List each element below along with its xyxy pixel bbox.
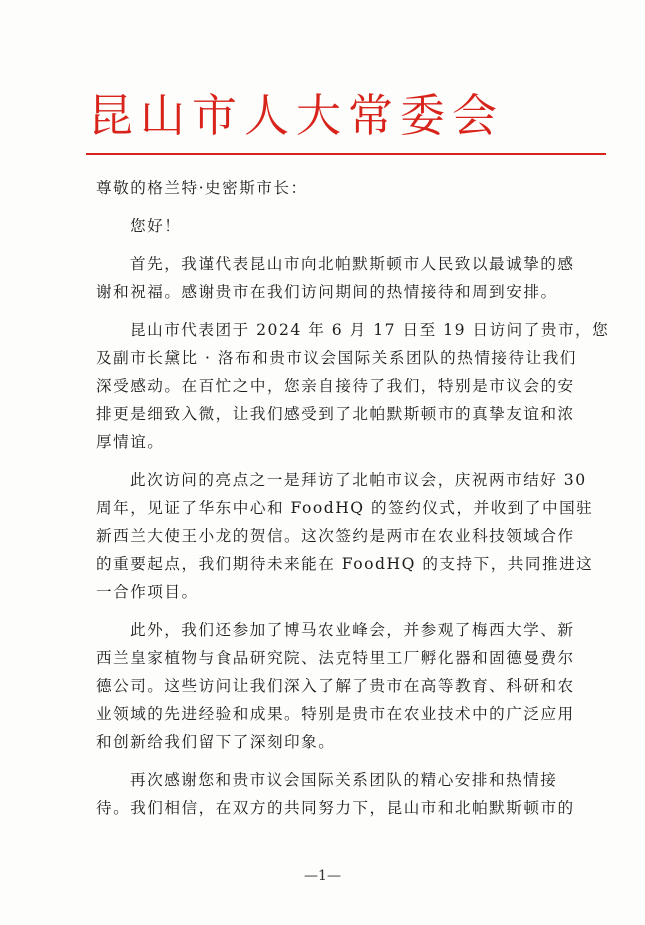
page-number: —1— bbox=[304, 868, 341, 884]
paragraph-line: 一合作项目。 bbox=[96, 583, 199, 601]
paragraph-line: 西兰皇家植物与食品研究院、法克特里工厂孵化器和固德曼费尔 bbox=[96, 649, 575, 667]
paragraph bbox=[96, 316, 610, 456]
paragraph-line: 此次访问的亮点之一是拜访了北帕市议会，庆祝两市结好 30 bbox=[130, 471, 587, 489]
paragraph-line: 排更是细致入微，让我们感受到了北帕默斯顿市的真挚友谊和浓 bbox=[96, 405, 575, 423]
paragraph-line: 业领域的先进经验和成果。特别是贵市在农业技术中的广泛应用 bbox=[96, 705, 575, 723]
letterhead-rule bbox=[86, 153, 606, 155]
paragraph bbox=[96, 766, 600, 822]
paragraph-line: 及副市长黛比 · 洛布和贵市议会国际关系团队的热情接待让我们 bbox=[96, 349, 577, 367]
paragraph-line: 首先，我谨代表昆山市向北帕默斯顿市人民致以最诚挚的感 bbox=[130, 255, 575, 273]
paragraph bbox=[96, 616, 600, 756]
paragraph-line: 和创新给我们留下了深刻印象。 bbox=[96, 733, 336, 751]
paragraph-line: 深受感动。在百忙之中，您亲自接待了我们，特别是市议会的安 bbox=[96, 377, 575, 395]
letter-body bbox=[96, 174, 610, 822]
paragraph bbox=[96, 466, 600, 606]
paragraph-line: 的重要起点，我们期待未来能在 FoodHQ 的支持下，共同推进这 bbox=[96, 555, 594, 573]
paragraph-line: 谢和祝福。感谢贵市在我们访问期间的热情接待和周到安排。 bbox=[96, 283, 558, 301]
greeting: 您好！ bbox=[130, 217, 182, 235]
paragraph-line: 德公司。这些访问让我们深入了解了贵市在高等教育、科研和农 bbox=[96, 677, 575, 695]
paragraph-line: 此外，我们还参加了博马农业峰会，并参观了梅西大学、新 bbox=[130, 621, 575, 639]
paragraph-line: 新西兰大使王小龙的贺信。这次签约是两市在农业科技领域合作 bbox=[96, 527, 575, 545]
paragraph-line: 厚情谊。 bbox=[96, 433, 165, 451]
paragraph-line: 周年，见证了华东中心和 FoodHQ 的签约仪式，并收到了中国驻 bbox=[96, 499, 594, 517]
paragraph-line: 待。我们相信，在双方的共同努力下，昆山市和北帕默斯顿市的 bbox=[96, 799, 575, 817]
letterhead-title: 昆山市人大常委会 bbox=[88, 89, 505, 142]
paragraph-line: 再次感谢您和贵市议会国际关系团队的精心安排和热情接 bbox=[130, 771, 558, 789]
paragraph-line: 昆山市代表团于 2024 年 6 月 17 日至 19 日访问了贵市，您 bbox=[130, 321, 610, 339]
paragraph bbox=[96, 250, 600, 306]
salutation: 尊敬的格兰特·史密斯市长： bbox=[96, 179, 308, 197]
